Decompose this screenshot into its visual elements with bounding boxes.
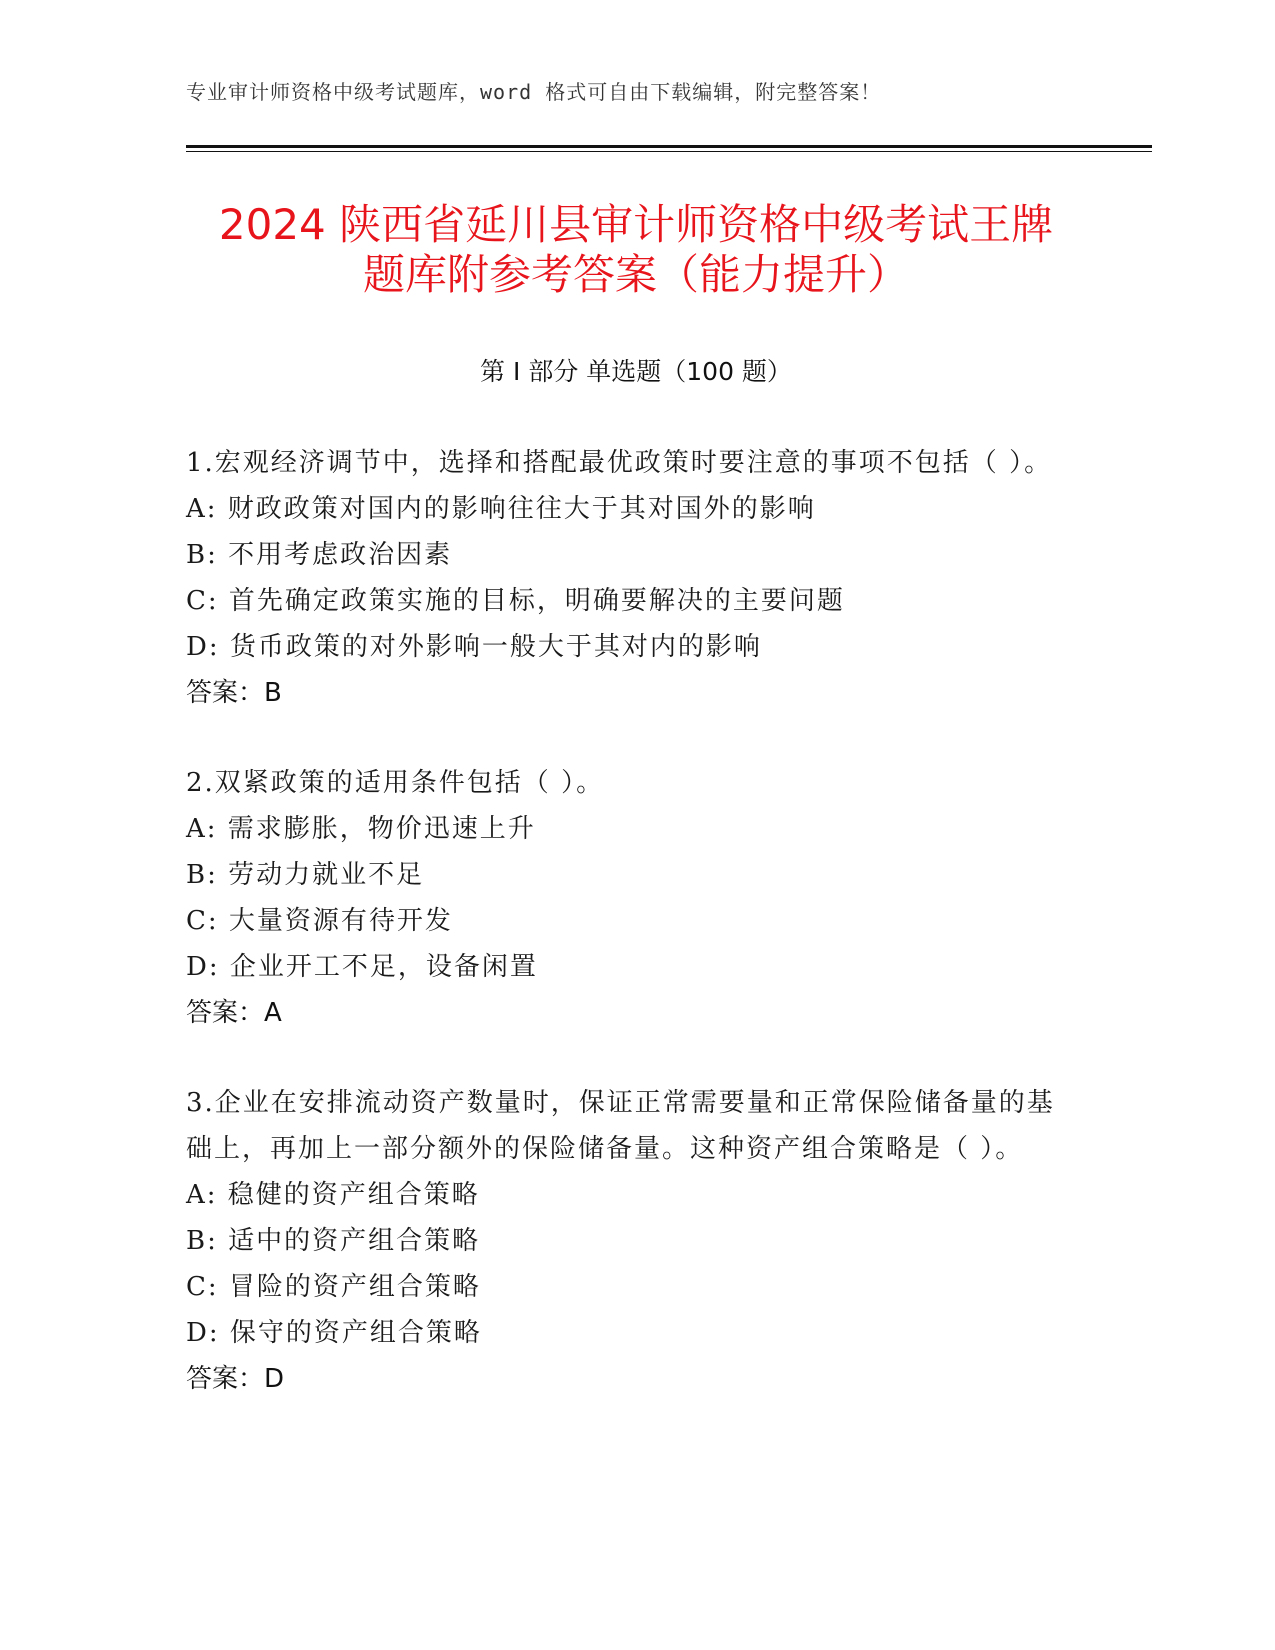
question-3 — [186, 1080, 1066, 1402]
question-stem: 1.宏观经济调节中，选择和搭配最优政策时要注意的事项不包括（ ）。 — [186, 448, 1053, 478]
option-b: B: 适中的资产组合策略 — [186, 1226, 481, 1256]
question-list — [186, 440, 1066, 1446]
question-1 — [186, 440, 1066, 716]
option-d: D: 货币政策的对外影响一般大于其对内的影响 — [186, 632, 762, 662]
question-stem: 2.双紧政策的适用条件包括（ ）。 — [186, 768, 605, 798]
answer: 答案：D — [186, 1364, 285, 1394]
option-c: C: 首先确定政策实施的目标，明确要解决的主要问题 — [186, 586, 845, 616]
document-title-line-1: 2024 陕西省延川县审计师资格中级考试王牌 — [218, 200, 1054, 249]
page-header: 专业审计师资格中级考试题库，word 格式可自由下载编辑，附完整答案！ — [186, 80, 882, 104]
option-a: A: 稳健的资产组合策略 — [186, 1180, 480, 1210]
answer: 答案：A — [186, 998, 282, 1028]
document-title-line-2: 题库附参考答案（能力提升） — [362, 250, 909, 299]
option-b: B: 劳动力就业不足 — [186, 860, 425, 890]
option-d: D: 企业开工不足，设备闲置 — [186, 952, 538, 982]
document-title — [186, 200, 1086, 300]
option-a: A: 财政政策对国内的影响往往大于其对国外的影响 — [186, 494, 816, 524]
option-d: D: 保守的资产组合策略 — [186, 1318, 482, 1348]
option-b: B: 不用考虑政治因素 — [186, 540, 453, 570]
option-c: C: 大量资源有待开发 — [186, 906, 453, 936]
question-2 — [186, 760, 1066, 1036]
option-c: C: 冒险的资产组合策略 — [186, 1272, 481, 1302]
header-divider-thick — [186, 145, 1152, 148]
header-divider-thin — [186, 151, 1152, 152]
option-a: A: 需求膨胀，物价迅速上升 — [186, 814, 536, 844]
section-title: 第 I 部分 单选题（100 题） — [480, 357, 792, 386]
answer: 答案：B — [186, 678, 282, 708]
question-stem: 3.企业在安排流动资产数量时，保证正常需要量和正常保险储备量的基础上，再加上一部分额外的保险储备量。这种资产组合策略是（ ）。 — [186, 1088, 1055, 1164]
